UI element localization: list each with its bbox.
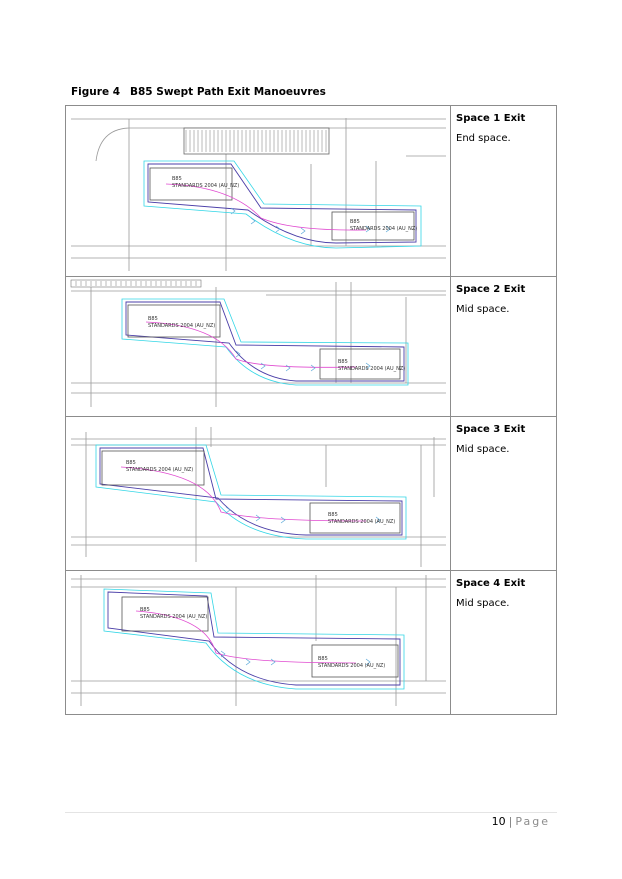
standard-label: STANDARDS 2004 (AU_NZ): [148, 323, 216, 329]
swept-path-table: [65, 105, 557, 715]
table-row: [66, 106, 557, 277]
standard-label: STANDARDS 2004 (AU_NZ): [318, 663, 386, 669]
vehicle-label: B85: [148, 316, 158, 322]
swept-path-diagram: [66, 106, 450, 276]
standard-label: STANDARDS 2004 (AU_NZ): [126, 467, 194, 473]
swept-path-drawing-space-1: [66, 106, 451, 277]
row-description-cell: [451, 571, 557, 715]
standard-label: STANDARDS 2004 (AU_NZ): [350, 226, 418, 232]
footer-separator: |: [508, 815, 513, 828]
swept-path-drawing-space-4: [66, 571, 451, 715]
page-number: 10: [491, 815, 506, 828]
row-title: Space 2 Exit: [456, 284, 526, 295]
page-word: Page: [515, 815, 550, 828]
row-title: Space 3 Exit: [456, 424, 526, 435]
row-description: Mid space.: [456, 598, 510, 609]
swept-path-diagram: [66, 277, 450, 416]
swept-path-drawing-space-3: [66, 417, 451, 571]
row-title: Space 1 Exit: [456, 113, 526, 124]
figure-title: B85 Swept Path Exit Manoeuvres: [130, 86, 326, 98]
row-description: End space.: [456, 133, 511, 144]
vehicle-label: B85: [126, 460, 136, 466]
vehicle-label: B85: [140, 607, 150, 613]
row-description-cell: [451, 417, 557, 571]
swept-path-diagram: [66, 417, 450, 570]
vehicle-label: B85: [318, 656, 328, 662]
vehicle-label: B85: [350, 219, 360, 225]
swept-path-drawing-space-2: [66, 277, 451, 417]
footer-divider: [65, 812, 557, 813]
swept-path-diagram: [66, 571, 450, 714]
page-footer: [492, 815, 550, 828]
standard-label: STANDARDS 2004 (AU_NZ): [328, 519, 396, 525]
standard-label: STANDARDS 2004 (AU_NZ): [338, 366, 406, 372]
table-row: [66, 277, 557, 417]
row-title: Space 4 Exit: [456, 578, 526, 589]
vehicle-label: B85: [338, 359, 348, 365]
figure-number: Figure 4: [71, 86, 121, 98]
figure-caption: [71, 86, 326, 98]
row-description-cell: [451, 277, 557, 417]
table-row: [66, 571, 557, 715]
standard-label: STANDARDS 2004 (AU_NZ): [172, 183, 240, 189]
row-description-cell: [451, 106, 557, 277]
vehicle-label: B85: [172, 176, 182, 182]
row-description: Mid space.: [456, 444, 510, 455]
table-row: [66, 417, 557, 571]
vehicle-label: B85: [328, 512, 338, 518]
row-description: Mid space.: [456, 304, 510, 315]
standard-label: STANDARDS 2004 (AU_NZ): [140, 614, 208, 620]
